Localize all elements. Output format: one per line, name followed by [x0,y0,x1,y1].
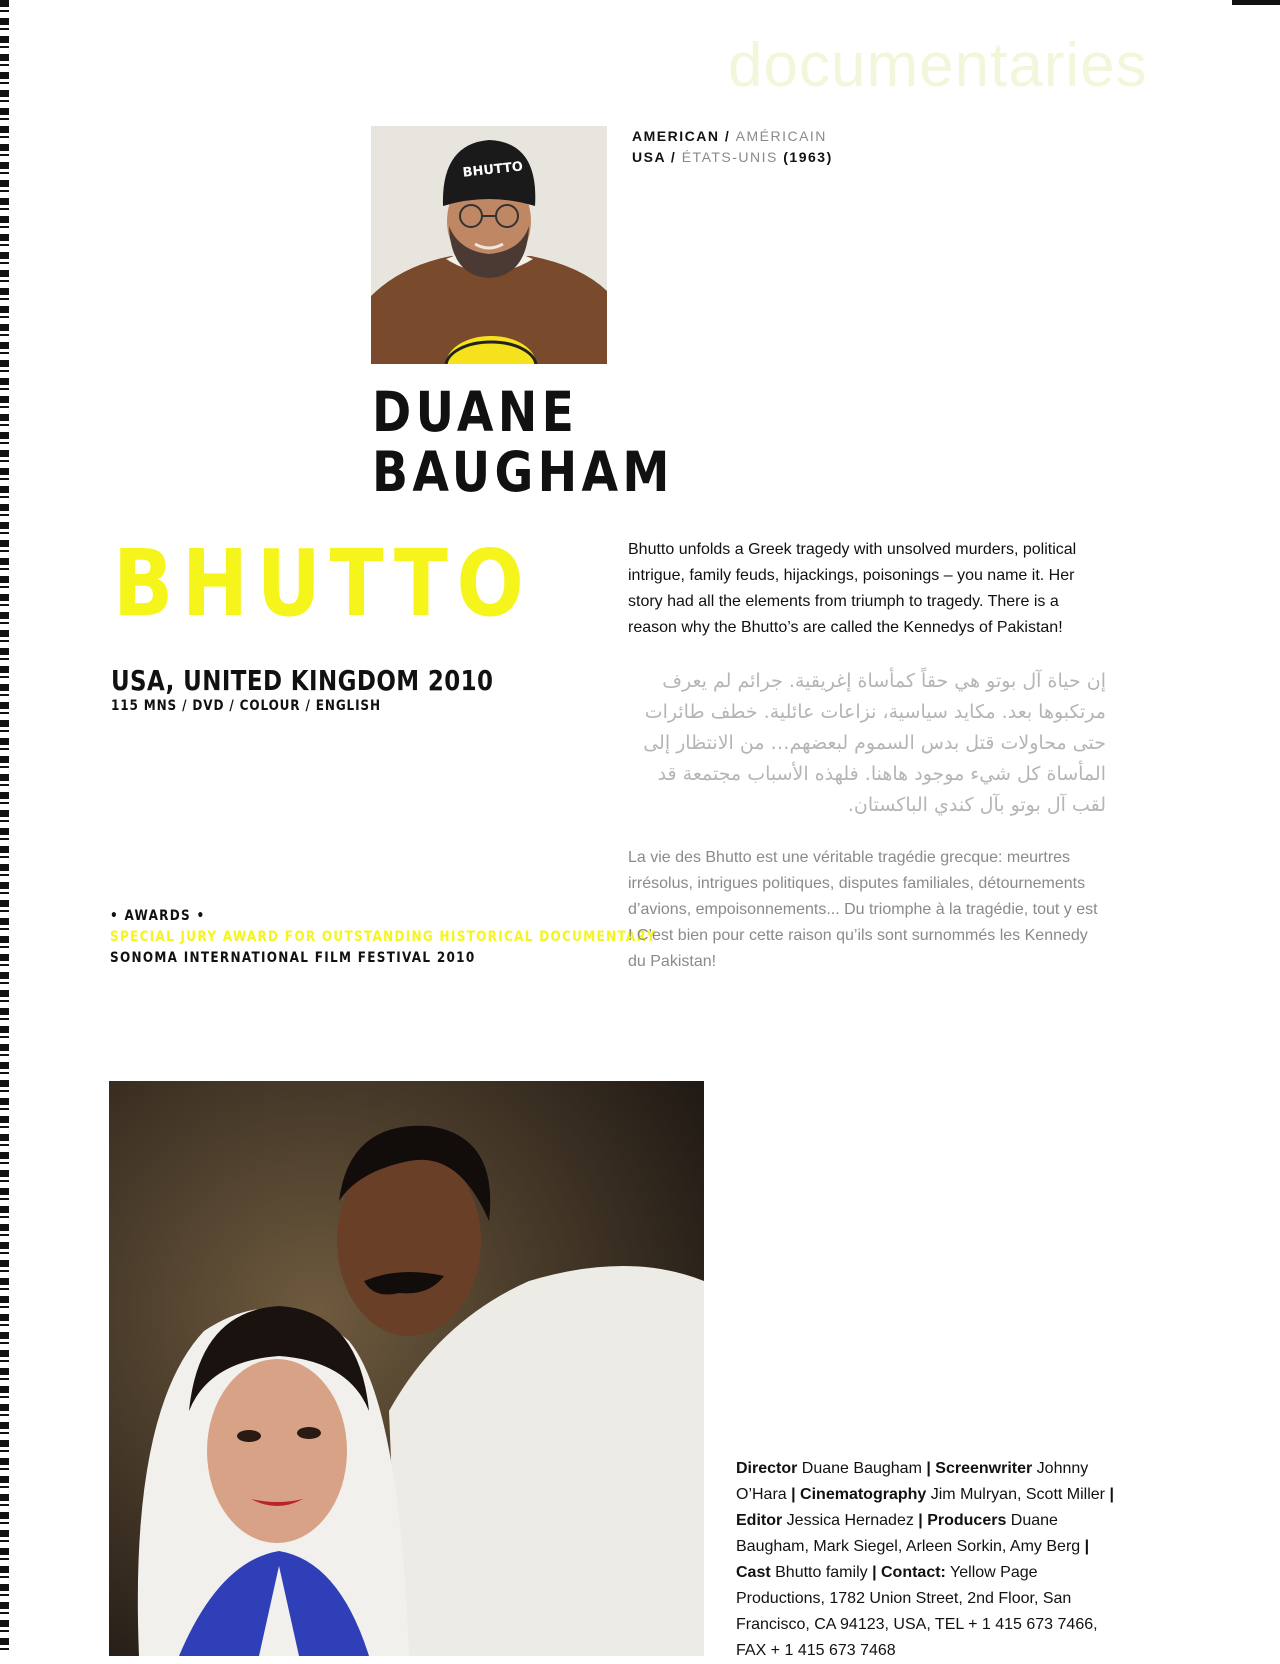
credit-label-screenwriter: Screenwriter [930,1460,1033,1477]
credit-contact: Yellow Page Productions, 1782 Union Street, 2nd Floor, San Francisco, CA 94123, USA, TEL + 1 415 673 7466, FAX + 1 415 673 7468 [736,1564,1098,1659]
beanie-lettering: BHUTTO [461,159,524,181]
director-nationality [632,126,833,168]
credit-separator: | [791,1486,796,1503]
separator: / [719,128,736,144]
synopsis-french: La vie des Bhutto est une véritable tragédie grecque: meurtres irrésolus, intrigues politiques, disputes familiales, détournements d’avions, empoisonnements... Du triomphe à la tragédie, tout y est ! C’est bien pour cette raison qu’ils sont surnommés les Kennedy du Pakistan! [628,849,1098,970]
film-specs: 115 MNS / DVD / COLOUR / ENGLISH [111,698,381,714]
birth-year: (1963) [777,149,833,165]
country-en: USA [632,149,666,165]
credit-director: Duane Baugham [797,1460,927,1477]
director-first-name: DUANE [372,380,579,444]
synopsis-english: Bhutto unfolds a Greek tragedy with unsolved murders, political intrigue, family feuds, hijackings, poisonings – you name it. Her story had all the elements from triumph to tragedy. There is a reason why the Bhutto’s are called the Kennedys of Pakistan! [628,541,1077,636]
film-title: BHUTTO [113,530,533,637]
credit-label-contact: Contact: [876,1564,946,1581]
credit-label-producers: Producers [922,1512,1007,1529]
award-festival: SONOMA INTERNATIONAL FILM FESTIVAL 2010 [110,950,476,966]
credit-label-cinematography: Cinematography [795,1486,927,1503]
award-name: SPECIAL JURY AWARD FOR OUTSTANDING HISTORICAL DOCUMENTARY [110,929,657,945]
credit-cast: Bhutto family [770,1564,873,1581]
nationality-line-2 [632,147,833,168]
credits-block [736,1456,1116,1664]
nationality-line-1 [632,126,833,147]
awards-heading: • AWARDS • [110,908,206,924]
credit-cinematography: Jim Mulryan, Scott Miller [926,1486,1110,1503]
film-country-year: USA, UNITED KINGDOM 2010 [111,664,494,697]
separator: / [665,149,682,165]
film-still-photo [109,1081,704,1656]
country-fr: ÉTATS-UNIS [681,149,778,165]
credit-screenwriter: Johnny O’Hara [736,1460,1089,1503]
credit-separator: | [918,1512,923,1529]
nationality-en: AMERICAN [632,128,720,144]
credit-editor: Jessica Hernadez [782,1512,919,1529]
credit-label-director: Director [736,1460,798,1477]
crop-mark [1232,0,1280,5]
credit-label-cast: Cast [736,1564,771,1581]
director-portrait [371,126,607,364]
director-name [372,382,674,502]
director-last-name: BAUGHAM [372,440,674,504]
nationality-fr: AMÉRICAIN [735,128,827,144]
awards-block [110,906,656,969]
synopsis-arabic: إن حياة آل بوتو هي حقاً كمأساة إغريقية. جرائم لم يعرف مرتكبوها بعد. مكايد سياسية، نزاعات عائلية. خطف طائرات حتى محاولات قتل بدس السموم لبعضهم… من الانتظار إلى المأساة كل شيء موجود هاهنا. فلهذه الأسباب مجتمعة قد لقب آل بوتو بآل كندي الباكستان. [643,670,1106,816]
section-heading: documentaries [728,31,1148,100]
credit-separator: | [872,1564,877,1581]
credit-producers: Duane Baugham, Mark Siegel, Arleen Sorkin, Amy Berg [736,1512,1085,1555]
credit-separator: | [926,1460,931,1477]
credit-separator: | [1109,1486,1114,1503]
credit-label-editor: Editor [736,1512,783,1529]
credit-separator: | [1084,1538,1090,1555]
scan-edge [0,0,9,1656]
